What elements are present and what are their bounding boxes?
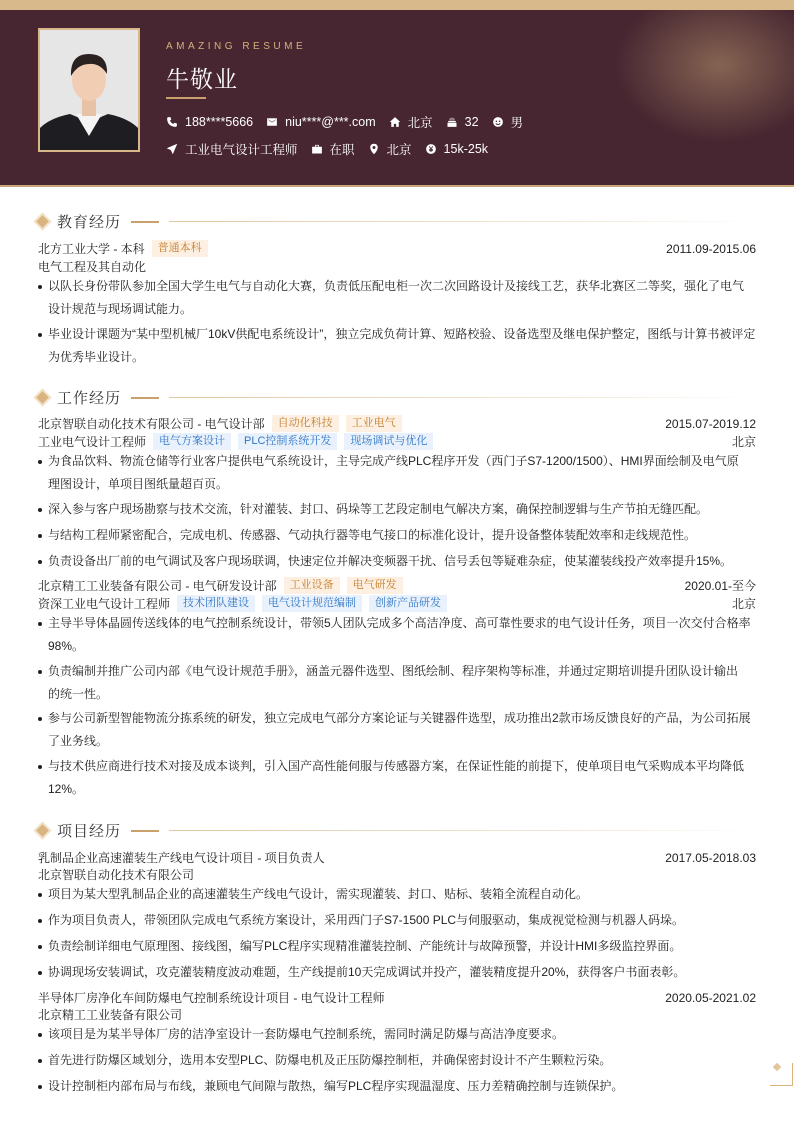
job-position-row (38, 595, 756, 612)
company-tag: 工业设备 (284, 577, 340, 594)
list-item: 主导半导体晶圆传送线体的电气控制系统设计，带领5人团队完成多个高洁净度、高可靠性要求的电气设计任务，项目一次交付合格率 98%。 (38, 612, 758, 658)
list-item: 作为项目负责人，带领团队完成电气系统方案设计，采用西门子S7-1500 PLC与伺服驱动，集成视觉检测与机器人码垛。 (38, 909, 758, 932)
skill-tag: 电气方案设计 (153, 433, 231, 450)
list-item: 为食品饮料、物流仓储等行业客户提供电气系统设计，主导完成产线PLC程序开发（西门子S7-1200/1500）、HMI界面绘制及电气原 理图设计，单项目图纸量超百页。 (38, 450, 758, 496)
company-name: 北京智联自动化技术有限公司 - 电气设计部 (38, 417, 265, 431)
status-text: 在职 (329, 143, 355, 157)
list-item: 该项目是为某半导体厂房的洁净室设计一套防爆电气控制系统，需同时满足防爆与高洁净度要求。 (38, 1023, 758, 1046)
top-accent-stripe (0, 0, 794, 10)
project-name: 乳制品企业高速灌装生产线电气设计项目 - 项目负责人 (38, 851, 325, 865)
phone-icon (166, 116, 178, 128)
job-header-row (38, 577, 756, 594)
home-icon (389, 116, 401, 128)
skill-tag: 创新产品研发 (369, 595, 447, 612)
cake-icon (446, 116, 458, 128)
section-accent-line (131, 830, 159, 832)
target-city-info (368, 140, 412, 158)
section-divider (169, 221, 756, 222)
list-item: 以队长身份带队参加全国大学生电气与自动化大赛，负责低压配电柜一次二次回路设计及接线工艺，获华北赛区二等奖，强化了电气 设计规范与现场调试能力。 (38, 275, 758, 321)
major: 电气工程及其自动化 (38, 260, 147, 274)
skill-tag: 技术团队建设 (177, 595, 255, 612)
section-diamond-icon (36, 824, 49, 837)
project-name: 半导体厂房净化车间防爆电气控制系统设计项目 - 电气设计工程师 (38, 991, 385, 1005)
briefcase-icon (311, 143, 323, 155)
job-date: 2015.07-2019.12 (665, 416, 756, 431)
project-company-row (38, 1006, 756, 1023)
company-tag: 工业电气 (346, 415, 402, 432)
list-item: 协调现场安装调试，攻克灌装精度波动难题，生产线提前10天完成调试并投产，灌装精度提升20%，获得客户书面表彰。 (38, 961, 758, 984)
section-accent-line (131, 221, 159, 223)
project-company-row (38, 866, 756, 883)
job-date: 2020.01-至今 (684, 579, 756, 593)
section-divider (169, 397, 756, 398)
list-item: 首先进行防爆区域划分，选用本安型PLC、防爆电机及正压防爆控制柜，并确保密封设计不产生颗粒污染。 (38, 1049, 758, 1072)
education-header-row (38, 240, 756, 257)
salary-text: 15k-25k (443, 142, 489, 156)
send-icon (166, 143, 178, 155)
skill-tag: 现场调试与优化 (344, 433, 433, 450)
job-position-row (38, 433, 756, 450)
section-projects (36, 820, 756, 841)
status-info (311, 140, 355, 158)
project-header-row (38, 849, 756, 866)
project-company: 北京智联自动化技术有限公司 (38, 868, 195, 882)
section-education (36, 211, 756, 232)
name-underline (166, 97, 206, 99)
project-date: 2020.05-2021.02 (665, 990, 756, 1005)
list-item: 深入参与客户现场勘察与技术交流，针对灌装、封口、码垛等工艺段定制电气解决方案，确保控制逻辑与生产节拍无缝匹配。 (38, 498, 758, 521)
resume-header (0, 10, 794, 186)
location-text: 北京 (407, 116, 433, 130)
position-name: 工业电气设计工程师 (38, 435, 147, 449)
list-item: 负责设备出厂前的电气调试及客户现场联调，快速定位并解决变频器干扰、信号丢包等疑难杂症，使某灌装线投产效率提升15%。 (38, 550, 758, 573)
company-tag: 自动化科技 (272, 415, 339, 432)
list-item: 设计控制柜内部布局与布线，兼顾电气间隙与散热，编写PLC程序实现温湿度、压力差精确控制与连锁保护。 (38, 1075, 758, 1098)
job-city: 北京 (731, 435, 756, 449)
education-major-row (38, 258, 756, 275)
job-city: 北京 (731, 597, 756, 611)
list-item: 与结构工程师紧密配合，完成电机、传感器、气动执行器等电气接口的标准化设计，提升设备整体装配效率和走线规范性。 (38, 524, 758, 547)
list-item: 毕业设计课题为“某中型机械厂10kV供配电系统设计”，独立完成负荷计算、短路校验、设备选型及继电保护整定，图纸与计算书被评定 为优秀毕业设计。 (38, 323, 758, 369)
list-item: 负责编制并推广公司内部《电气设计规范手册》，涵盖元器件选型、图纸绘制、程序架构等标准，并通过定期培训提升团队设计输出 的统一性。 (38, 660, 758, 706)
project-date: 2017.05-2018.03 (665, 850, 756, 865)
target-city-text: 北京 (386, 143, 412, 157)
location-pin-icon (368, 143, 380, 155)
company-name: 北京精工工业装备有限公司 - 电气研发设计部 (38, 579, 277, 593)
job-title-text: 工业电气设计工程师 (185, 143, 298, 157)
contact-info-row (166, 113, 536, 131)
section-diamond-icon (36, 391, 49, 404)
job-title-info (166, 140, 298, 158)
email-address: niu****@***.com (285, 115, 376, 129)
section-title: 教育经历 (57, 214, 122, 231)
location-info (389, 113, 433, 131)
gender-icon (492, 116, 504, 128)
job-info-row (166, 140, 501, 158)
list-item: 参与公司新型智能物流分拣系统的研发，独立完成电气部分方案论证与关键器件选型，成功推出2款市场反馈良好的产品，为公司拓展 了业务线。 (38, 707, 758, 753)
project-header-row (38, 989, 756, 1006)
gender-info (492, 113, 524, 131)
phone-info (166, 115, 253, 129)
phone-number: 188****5666 (185, 115, 254, 129)
age-text: 32 (464, 115, 479, 129)
list-item: 负责绘制详细电气原理图、接线图，编写PLC程序实现精准灌装控制、产能统计与故障预警，并设计HMI多级监控界面。 (38, 935, 758, 958)
email-info (266, 115, 376, 129)
mail-icon (266, 116, 278, 128)
school-name: 北方工业大学 - 本科 (38, 242, 145, 256)
section-title: 项目经历 (57, 823, 122, 840)
project-company: 北京精工工业装备有限公司 (38, 1008, 183, 1022)
section-diamond-icon (36, 215, 49, 228)
section-title: 工作经历 (57, 390, 122, 407)
money-icon (425, 143, 437, 155)
school-tag: 普通本科 (152, 240, 208, 257)
list-item: 项目为某大型乳制品企业的高速灌装生产线电气设计，需实现灌装、封口、贴标、装箱全流程自动化。 (38, 883, 758, 906)
candidate-name: 牛敬业 (166, 66, 238, 92)
section-accent-line (131, 397, 159, 399)
section-divider (169, 830, 756, 831)
gender-text: 男 (510, 116, 524, 130)
education-date: 2011.09-2015.06 (666, 241, 756, 256)
list-item: 与技术供应商进行技术对接及成本谈判，引入国产高性能伺服与传感器方案，在保证性能的前提下，使单项目电气采购成本平均降低 12%。 (38, 755, 758, 801)
age-info (446, 115, 479, 129)
job-header-row (38, 415, 756, 432)
skill-tag: 电气设计规范编制 (262, 595, 362, 612)
skill-tag: PLC控制系统开发 (238, 433, 337, 450)
resume-tagline: AMAZING RESUME (166, 41, 307, 52)
header-bottom-rule (0, 185, 794, 187)
section-work (36, 387, 756, 408)
salary-info (425, 142, 488, 156)
company-tag: 电气研发 (347, 577, 403, 594)
position-name: 资深工业电气设计工程师 (38, 597, 171, 611)
profile-photo (38, 28, 140, 152)
